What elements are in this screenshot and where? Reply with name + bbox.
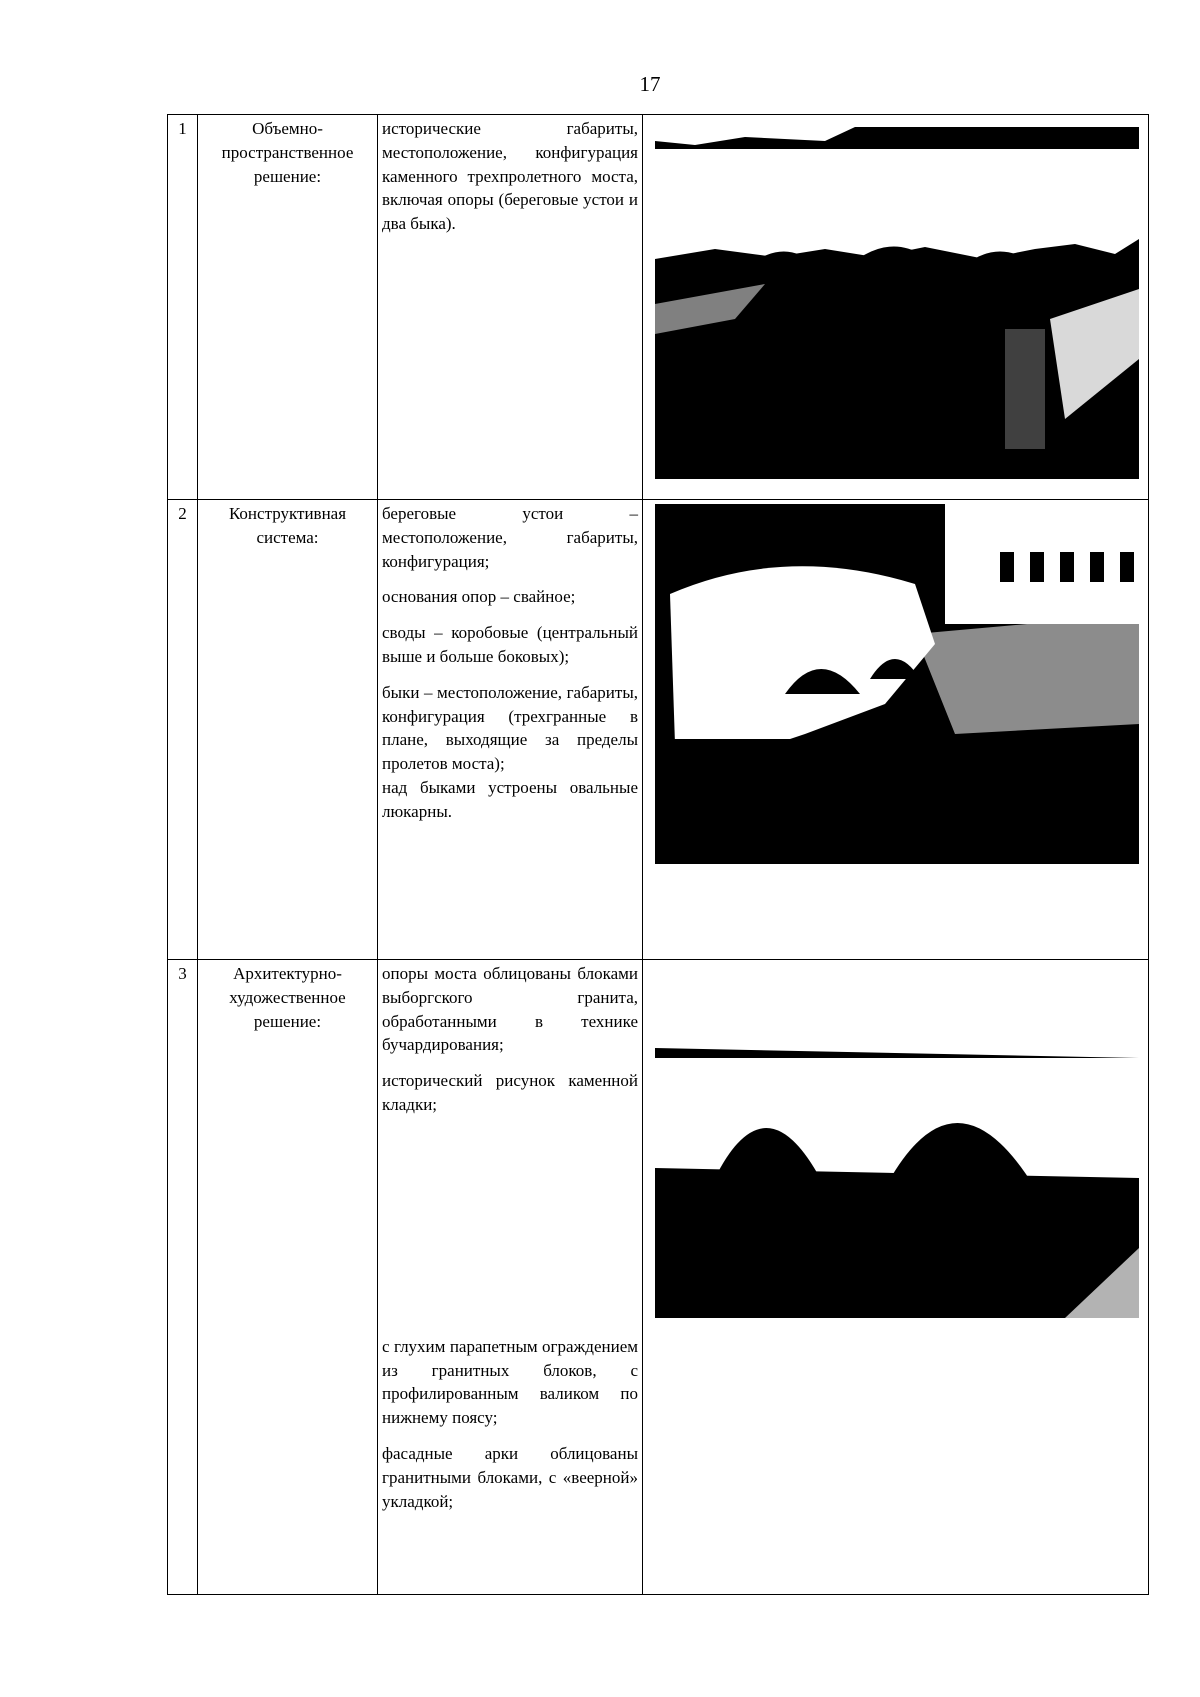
element-name: Конструктивная система:	[198, 500, 378, 960]
description-paragraph: основания опор – свайное;	[382, 587, 576, 607]
photo-cell	[643, 500, 1149, 960]
photo-cell	[643, 115, 1149, 500]
table-row	[168, 115, 1149, 500]
page-number: 17	[639, 72, 661, 96]
element-name: Архитектурно-художественное решение:	[198, 960, 378, 1595]
description-paragraph: с глухим парапетным ограждением из гранитных блоков, с профилированным валиком по нижнему поясу;	[382, 1336, 638, 1428]
description-paragraph: над быками устроены овальные люкарны.	[382, 777, 638, 821]
row-number: 3	[168, 960, 198, 1595]
document-table	[167, 114, 1149, 1595]
description-paragraph: фасадные арки облицованы гранитными блоками, с «веерной» укладкой;	[382, 1443, 638, 1511]
bridge-photo	[655, 119, 1139, 479]
element-name: Объемно-пространственное решение:	[198, 115, 378, 500]
description-paragraph: опоры моста облицованы блоками выборгского гранита, обработанными в технике бучардирования;	[382, 964, 638, 1055]
element-description	[378, 115, 643, 500]
description-paragraph: исторический рисунок каменной кладки;	[382, 1071, 638, 1114]
bridge-photo	[655, 988, 1139, 1318]
row-number: 2	[168, 500, 198, 960]
table-row	[168, 500, 1149, 960]
element-description	[378, 960, 643, 1595]
row-number: 1	[168, 115, 198, 500]
element-description	[378, 500, 643, 960]
description-paragraph: своды – коробовые (центральный выше и больше боковых);	[382, 623, 638, 666]
bridge-photo	[655, 504, 1139, 864]
table-row	[168, 960, 1149, 1595]
description-paragraph: береговые устои – местоположение, габариты, конфигурация;	[382, 504, 638, 571]
description-paragraph: исторические габариты, местоположение, конфигурация каменного трехпролетного моста, включая опоры (береговые устои и два быка).	[382, 119, 638, 234]
description-paragraph: быки – местоположение, габариты, конфигурация (трехгранные в плане, выходящие за пределы пролетов моста);	[382, 682, 638, 774]
photo-cell	[643, 960, 1149, 1595]
